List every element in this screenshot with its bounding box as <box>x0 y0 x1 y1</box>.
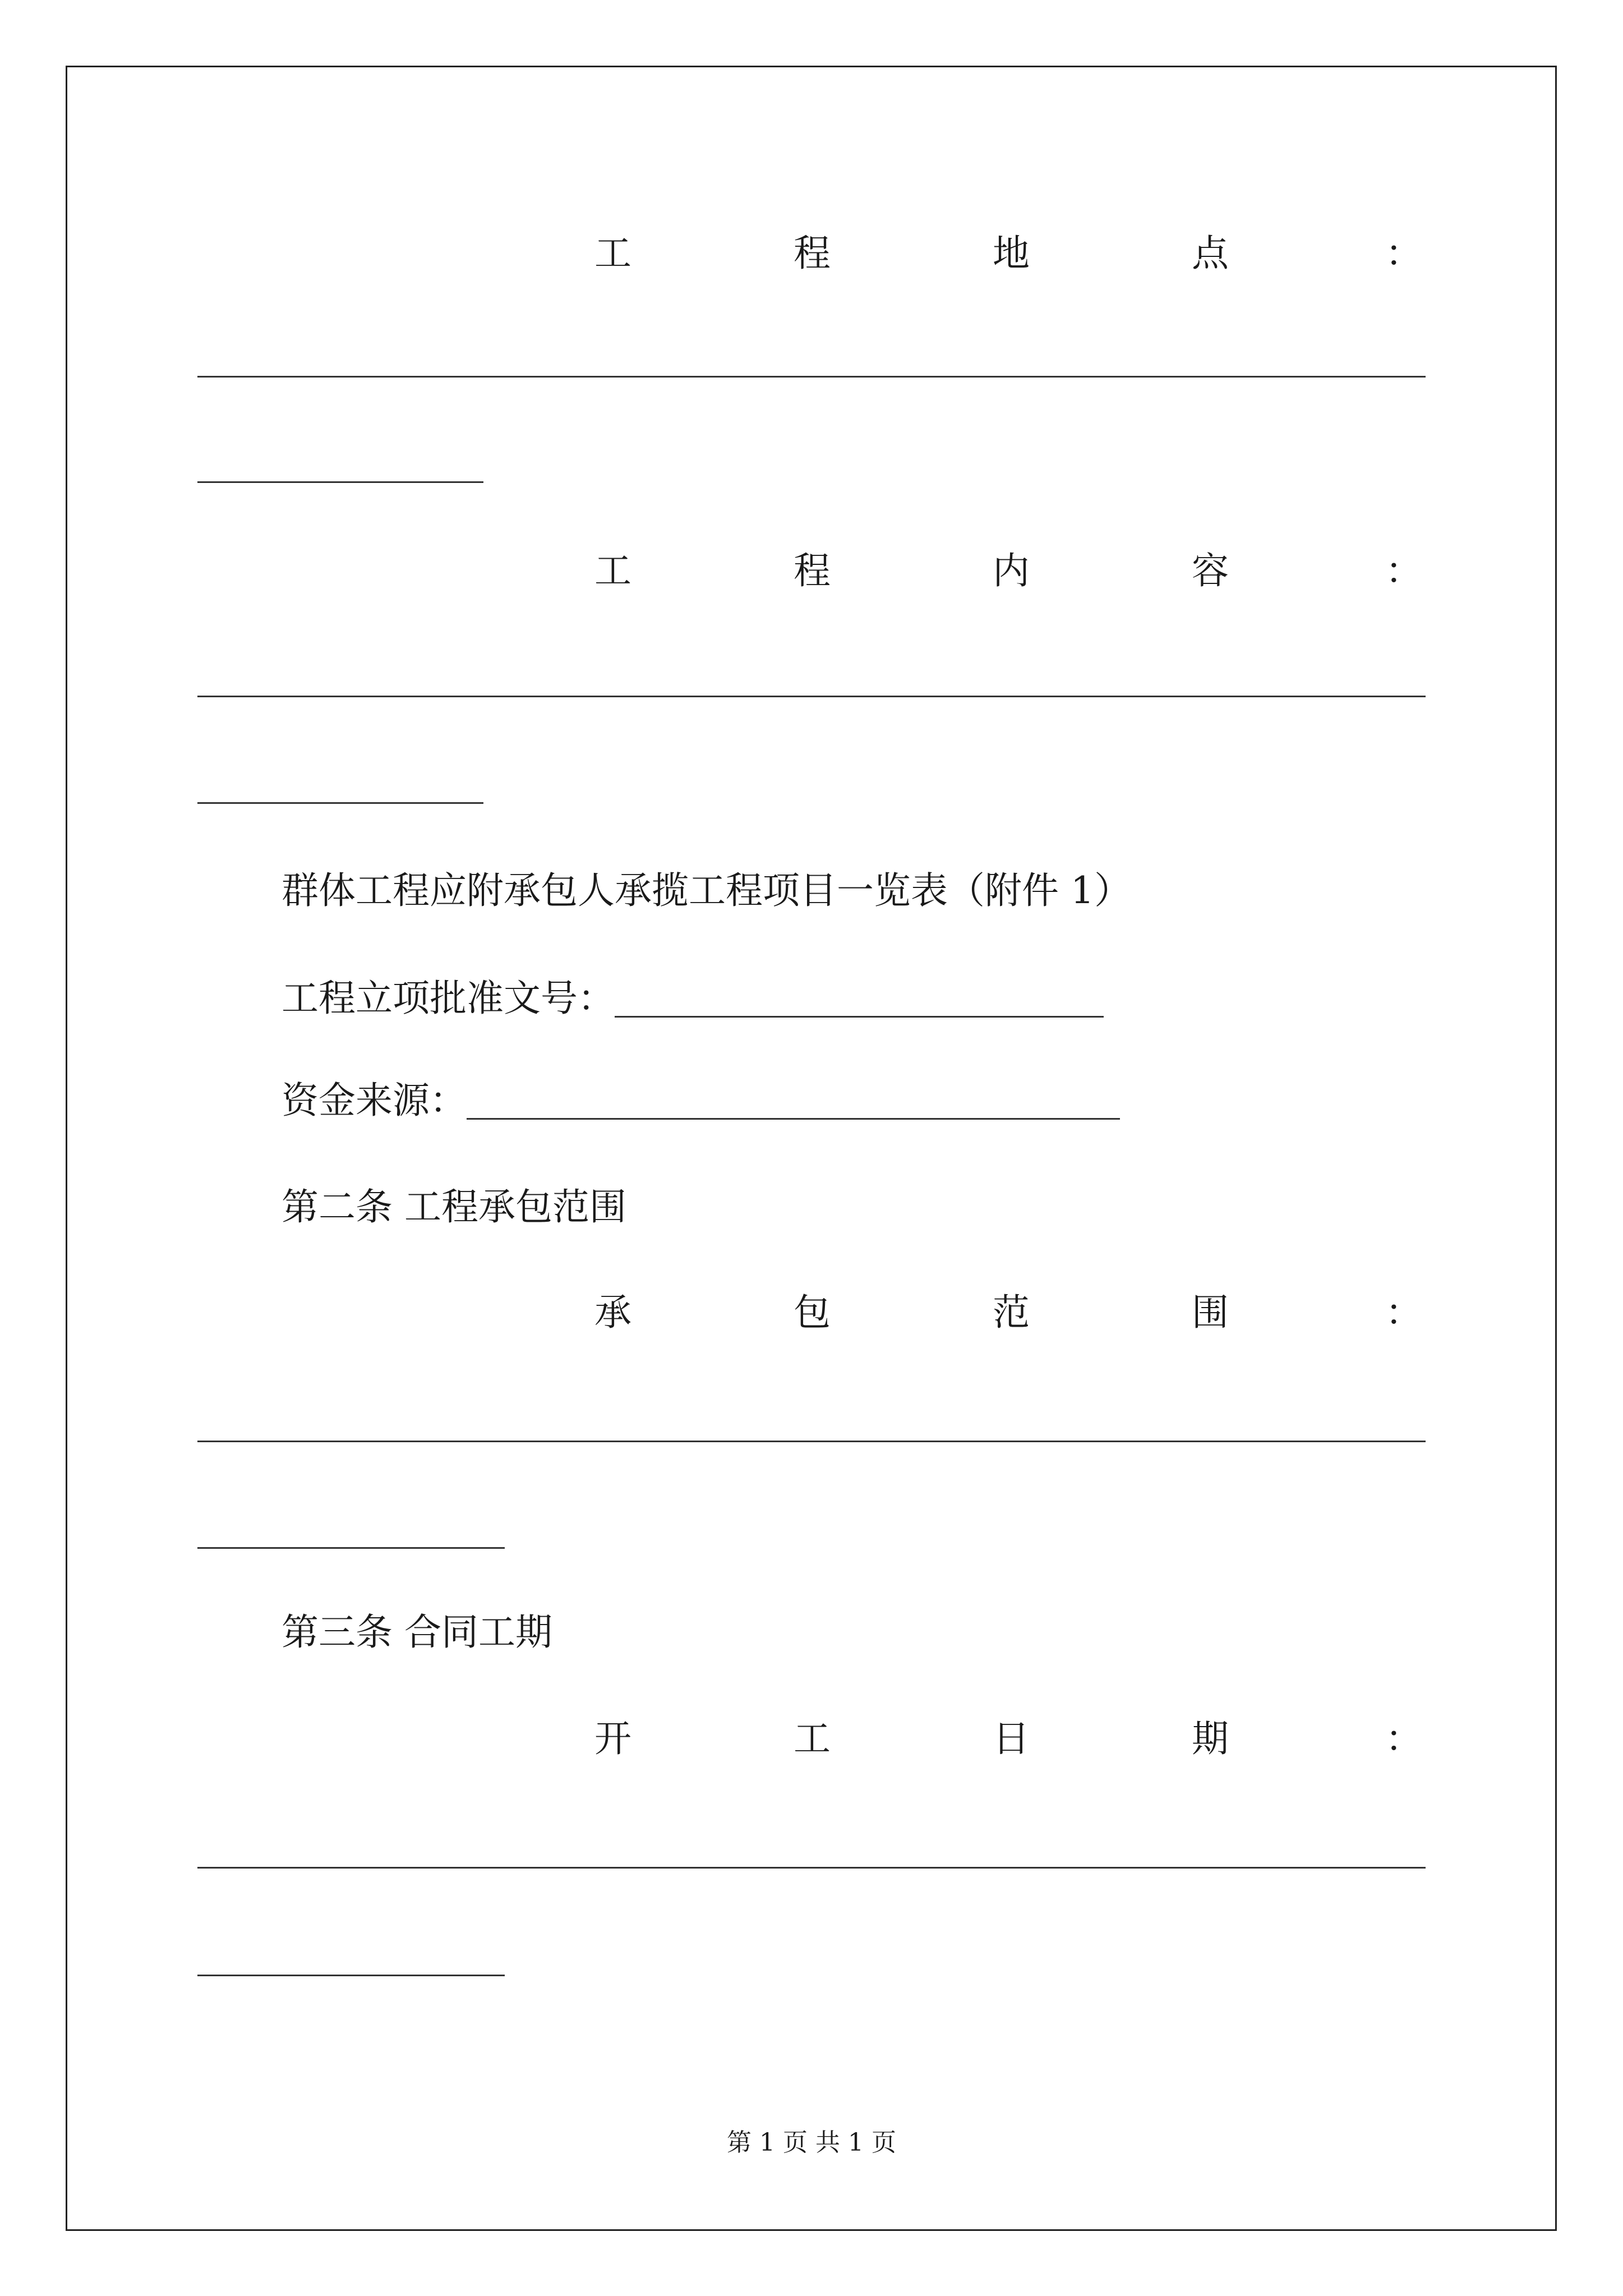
funding-source-row <box>282 1078 1120 1123</box>
label-colon: ： <box>1385 1717 1422 1760</box>
label-char: 期 <box>1192 1717 1229 1760</box>
project-location-label <box>0 231 1623 276</box>
contract-scope-label <box>0 1290 1623 1335</box>
funding-source-blank[interactable] <box>467 1081 1120 1120</box>
start-date-blank[interactable] <box>197 1867 1426 1869</box>
label-char: 范 <box>993 1291 1030 1334</box>
label-char: 开 <box>594 1717 631 1760</box>
label-char: 地 <box>993 232 1030 275</box>
project-content-label <box>0 549 1623 593</box>
label-char: 点 <box>1192 232 1229 275</box>
label-char: 工 <box>794 1717 831 1760</box>
article-two-heading: 第二条 工程承包范围 <box>282 1185 626 1228</box>
label-colon: ： <box>1385 232 1422 275</box>
start-date-label <box>0 1717 1623 1761</box>
project-content-blank[interactable] <box>197 696 1426 697</box>
label-char: 程 <box>794 549 831 592</box>
project-location-blank-continued[interactable] <box>197 481 483 483</box>
group-project-note: 群体工程应附承包人承揽工程项目一览表（附件 1） <box>282 869 1131 912</box>
label-colon: ： <box>1385 549 1422 592</box>
label-char: 内 <box>993 549 1030 592</box>
label-char: 工 <box>594 232 631 275</box>
funding-source-label: 资金来源： <box>282 1079 467 1122</box>
approval-number-row <box>282 976 1104 1021</box>
label-char: 程 <box>794 232 831 275</box>
start-date-blank-continued[interactable] <box>197 1975 505 1976</box>
label-char: 围 <box>1192 1291 1229 1334</box>
approval-number-blank[interactable] <box>615 979 1104 1018</box>
label-colon: ： <box>1385 1291 1422 1334</box>
label-char: 日 <box>993 1717 1030 1760</box>
label-char: 包 <box>794 1291 831 1334</box>
project-location-blank[interactable] <box>197 376 1426 378</box>
label-char: 工 <box>594 549 631 592</box>
contract-scope-blank[interactable] <box>197 1441 1426 1442</box>
approval-number-label: 工程立项批准文号： <box>282 977 615 1020</box>
label-char: 承 <box>594 1291 631 1334</box>
article-three-heading: 第三条 合同工期 <box>282 1611 552 1654</box>
contract-scope-blank-continued[interactable] <box>197 1547 505 1549</box>
project-content-blank-continued[interactable] <box>197 802 483 804</box>
label-char: 容 <box>1192 549 1229 592</box>
page-footer: 第 1 页 共 1 页 <box>727 2128 896 2157</box>
